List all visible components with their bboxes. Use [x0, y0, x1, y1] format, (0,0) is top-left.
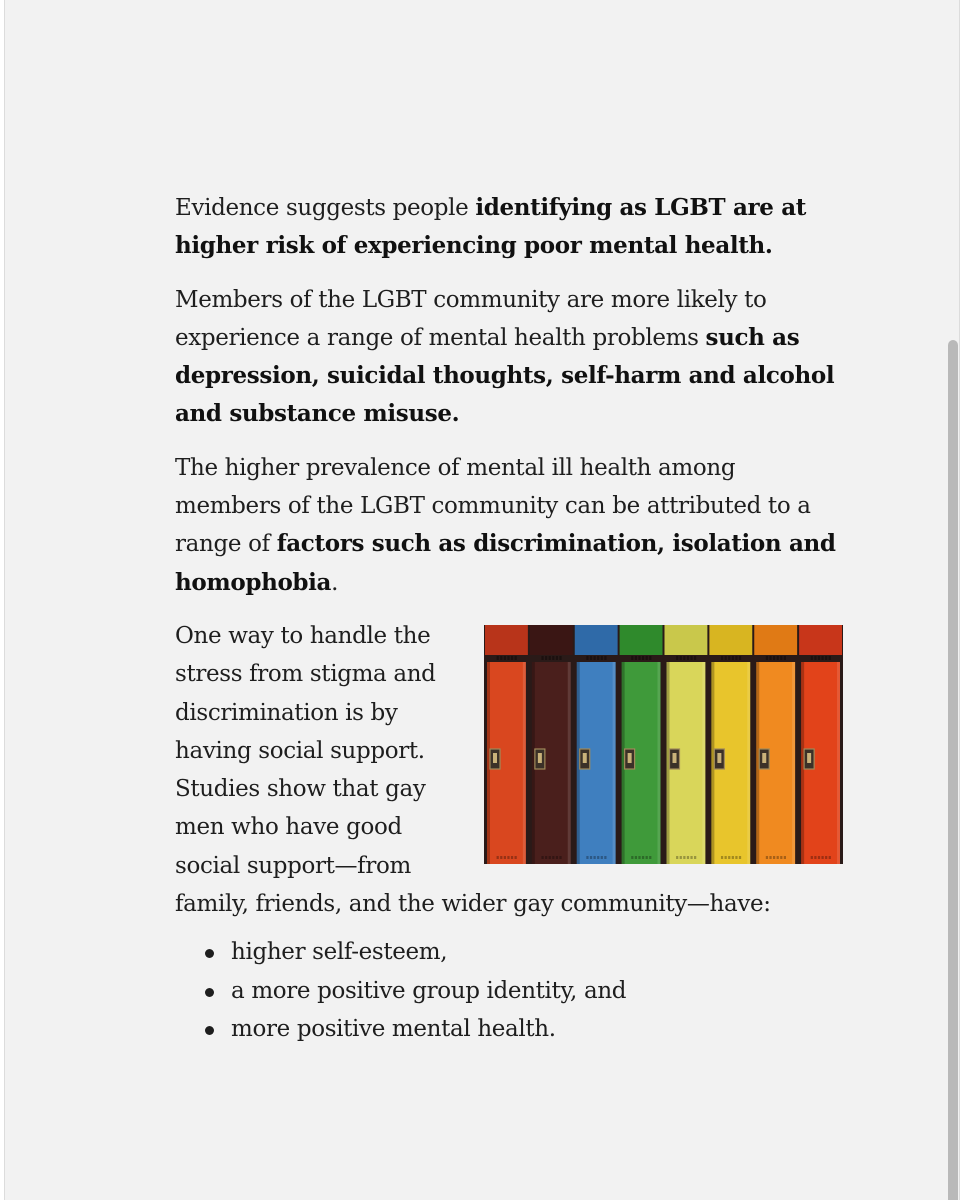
- list-item: higher self-esteem,: [203, 933, 843, 971]
- emphasis-text: factors such as discrimination, isolation and homophobia: [175, 530, 836, 596]
- list-item: a more positive group identity, and: [203, 972, 843, 1010]
- lockers-illustration: [484, 625, 843, 864]
- paragraph-mental-health-problems: [175, 281, 843, 434]
- benefits-list: [175, 933, 843, 1048]
- paragraph-prevalence: [175, 449, 843, 602]
- list-item: more positive mental health.: [203, 1010, 843, 1048]
- paragraph-text: The higher prevalence of mental ill health among members of the LGBT community can be attributed to a range of: [175, 454, 811, 558]
- rainbow-lockers-image: [484, 625, 843, 864]
- emphasis-text: identifying as LGBT are at higher risk of experiencing poor mental health.: [175, 194, 807, 260]
- scrollbar-thumb[interactable]: [948, 340, 958, 1200]
- paragraph-evidence: [175, 189, 843, 266]
- paragraph-text: .: [331, 569, 339, 596]
- paragraph-text: Evidence suggests people: [175, 195, 476, 221]
- article-body: [175, 189, 843, 1048]
- paragraph-text: Members of the LGBT community are more likely to experience a range of mental health problems: [175, 286, 767, 351]
- emphasis-text: such as depression, suicidal thoughts, self-harm and alcohol and substance misuse.: [175, 323, 835, 428]
- paragraph-text: One way to handle the stress from stigma and discrimination is by having social support. Studies show that gay men who have good social support—from family, friends, and the wider gay community—have:: [175, 622, 771, 918]
